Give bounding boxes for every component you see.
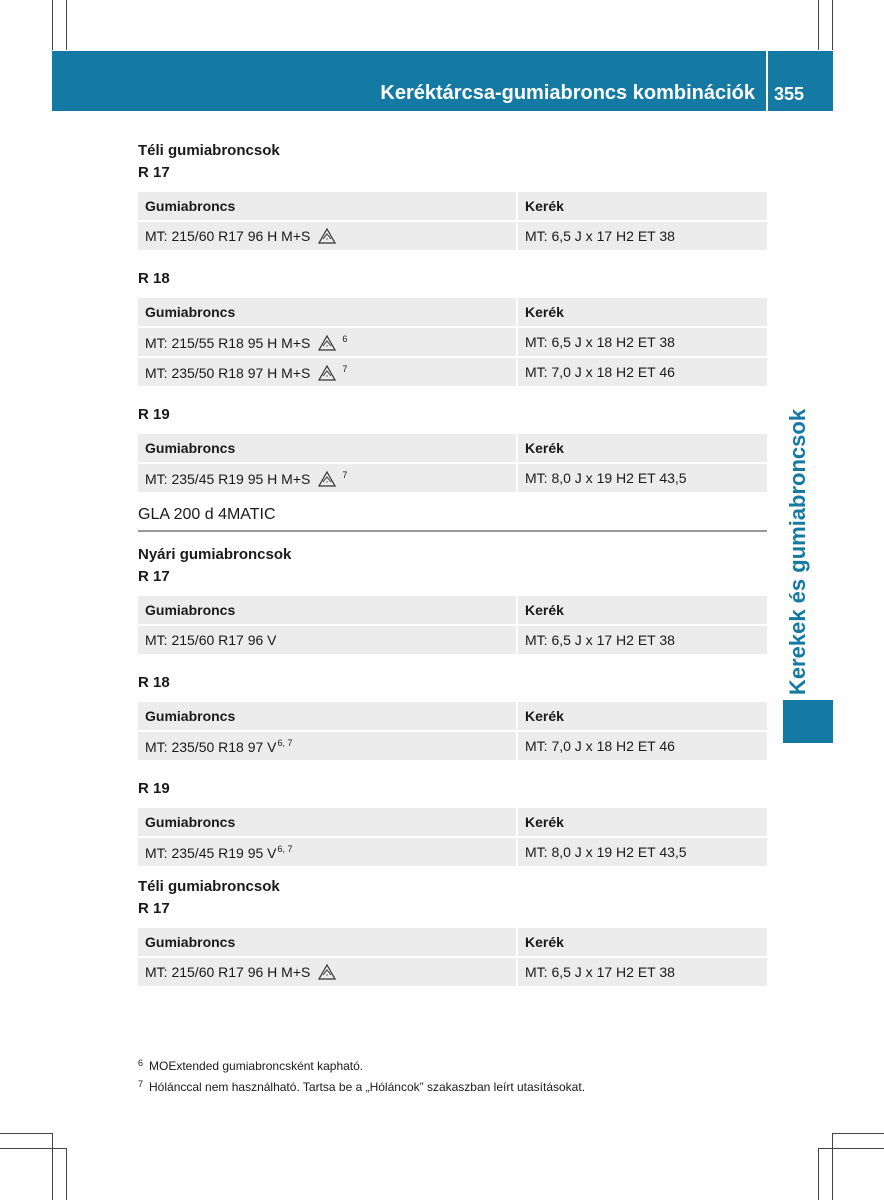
chapter-marker (783, 700, 833, 743)
table-row (138, 358, 767, 386)
size-label: R 17 (138, 568, 170, 585)
crop-mark (52, 0, 53, 50)
column-header-tire: Gumiabroncs (138, 808, 518, 836)
column-header-wheel: Kerék (518, 702, 767, 730)
wheel-cell: MT: 7,0 J x 18 H2 ET 46 (518, 732, 767, 760)
tire-value: MT: 235/50 R18 97 H M+S (145, 364, 311, 381)
tire-value: MT: 235/45 R19 95 V (145, 844, 277, 861)
tire-cell (138, 838, 518, 866)
tire-table (138, 806, 767, 868)
tire-cell (138, 358, 518, 386)
footnotes (138, 1054, 585, 1096)
tire-value: MT: 235/50 R18 97 V (145, 738, 277, 755)
wheel-cell: MT: 8,0 J x 19 H2 ET 43,5 (518, 838, 767, 866)
chapter-tab-label: Kerekek és gumiabroncsok (785, 408, 810, 696)
footnote-number: 6 (138, 1058, 144, 1068)
crop-mark (52, 1133, 53, 1200)
snowflake-mountain-icon (318, 228, 336, 244)
size-label: R 18 (138, 270, 170, 287)
subsection-title: Nyári gumiabroncsok (138, 546, 292, 563)
svg-text:*: * (326, 974, 329, 980)
wheel-cell: MT: 6,5 J x 17 H2 ET 38 (518, 626, 767, 654)
tire-cell: MT: 215/60 R17 96 V (138, 626, 518, 654)
tire-value: MT: 215/55 R18 95 H M+S (145, 334, 311, 351)
section-title: GLA 200 d 4MATIC (138, 504, 767, 532)
crop-mark (818, 1148, 819, 1200)
table-header-row (138, 298, 767, 326)
table-header-row (138, 434, 767, 462)
chapter-tab (773, 408, 823, 696)
tire-table (138, 700, 767, 762)
tire-cell (138, 732, 518, 760)
page-number: 355 (774, 84, 805, 104)
footnote-text: MOExtended gumiabroncsként kapható. (149, 1059, 364, 1073)
table-header-row (138, 192, 767, 220)
table-header-row (138, 928, 767, 956)
size-label: R 19 (138, 406, 170, 423)
crop-mark (832, 1133, 833, 1200)
column-header-tire: Gumiabroncs (138, 192, 518, 220)
crop-mark (818, 1148, 884, 1149)
footnote-ref: 6, 7 (277, 737, 293, 748)
tire-table (138, 594, 767, 656)
snowflake-mountain-icon (318, 335, 336, 351)
svg-text:*: * (326, 480, 329, 487)
page-header (52, 51, 833, 111)
table-header-row (138, 702, 767, 730)
tire-value: MT: 215/60 R17 96 H M+S (145, 964, 311, 980)
wheel-cell: MT: 6,5 J x 17 H2 ET 38 (518, 222, 767, 250)
crop-mark (66, 0, 67, 50)
table-row (138, 222, 767, 250)
crop-mark (66, 1148, 67, 1200)
snowflake-mountain-icon (318, 964, 336, 980)
tire-cell (138, 328, 518, 356)
footnote-ref: 6 (342, 333, 348, 344)
footnote-ref: 7 (342, 363, 348, 374)
table-row (138, 626, 767, 654)
table-header-row (138, 596, 767, 624)
snowflake-mountain-icon (318, 365, 336, 381)
table-header-row (138, 808, 767, 836)
column-header-wheel: Kerék (518, 298, 767, 326)
tire-value: MT: 235/45 R19 95 H M+S (145, 470, 311, 487)
crop-mark (0, 1148, 66, 1149)
tire-table (138, 296, 767, 388)
crop-mark (0, 1133, 52, 1134)
crop-mark (832, 0, 833, 50)
footnote-text: Hólánccal nem használható. Tartsa be a „Hóláncok” szakaszban leírt utasításokat. (149, 1080, 586, 1094)
wheel-cell: MT: 8,0 J x 19 H2 ET 43,5 (518, 464, 767, 492)
column-header-wheel: Kerék (518, 434, 767, 462)
size-label: R 18 (138, 674, 170, 691)
column-header-wheel: Kerék (518, 192, 767, 220)
svg-text:*: * (326, 344, 329, 351)
svg-text:*: * (326, 374, 329, 381)
tire-cell (138, 464, 518, 492)
tire-cell (138, 222, 518, 250)
header-divider (766, 51, 768, 111)
subsection-title: Téli gumiabroncsok (138, 878, 280, 895)
size-label: R 17 (138, 900, 170, 917)
column-header-tire: Gumiabroncs (138, 298, 518, 326)
table-row (138, 958, 767, 986)
size-label: R 17 (138, 164, 170, 181)
wheel-cell: MT: 6,5 J x 17 H2 ET 38 (518, 958, 767, 986)
wheel-cell: MT: 6,5 J x 18 H2 ET 38 (518, 328, 767, 356)
footnote (138, 1075, 585, 1096)
tire-table (138, 926, 767, 988)
footnote-number: 7 (138, 1079, 144, 1089)
table-row (138, 464, 767, 492)
table-row (138, 732, 767, 760)
footnote-ref: 6, 7 (277, 843, 293, 854)
column-header-tire: Gumiabroncs (138, 596, 518, 624)
svg-text:*: * (326, 238, 329, 244)
column-header-wheel: Kerék (518, 596, 767, 624)
subsection-title: Téli gumiabroncsok (138, 142, 280, 159)
crop-mark (832, 1133, 884, 1134)
column-header-tire: Gumiabroncs (138, 928, 518, 956)
wheel-cell: MT: 7,0 J x 18 H2 ET 46 (518, 358, 767, 386)
table-row (138, 328, 767, 356)
tire-table (138, 432, 767, 494)
tire-table (138, 190, 767, 252)
column-header-wheel: Kerék (518, 808, 767, 836)
page-content (138, 140, 767, 996)
column-header-tire: Gumiabroncs (138, 434, 518, 462)
page-title: Keréktárcsa-gumiabroncs kombinációk (380, 82, 755, 104)
footnote (138, 1054, 585, 1075)
snowflake-mountain-icon (318, 471, 336, 487)
table-row (138, 838, 767, 866)
tire-value: MT: 215/60 R17 96 H M+S (145, 228, 311, 244)
footnote-ref: 7 (342, 469, 348, 480)
column-header-tire: Gumiabroncs (138, 702, 518, 730)
crop-mark (818, 0, 819, 50)
tire-cell (138, 958, 518, 986)
size-label: R 19 (138, 780, 170, 797)
column-header-wheel: Kerék (518, 928, 767, 956)
